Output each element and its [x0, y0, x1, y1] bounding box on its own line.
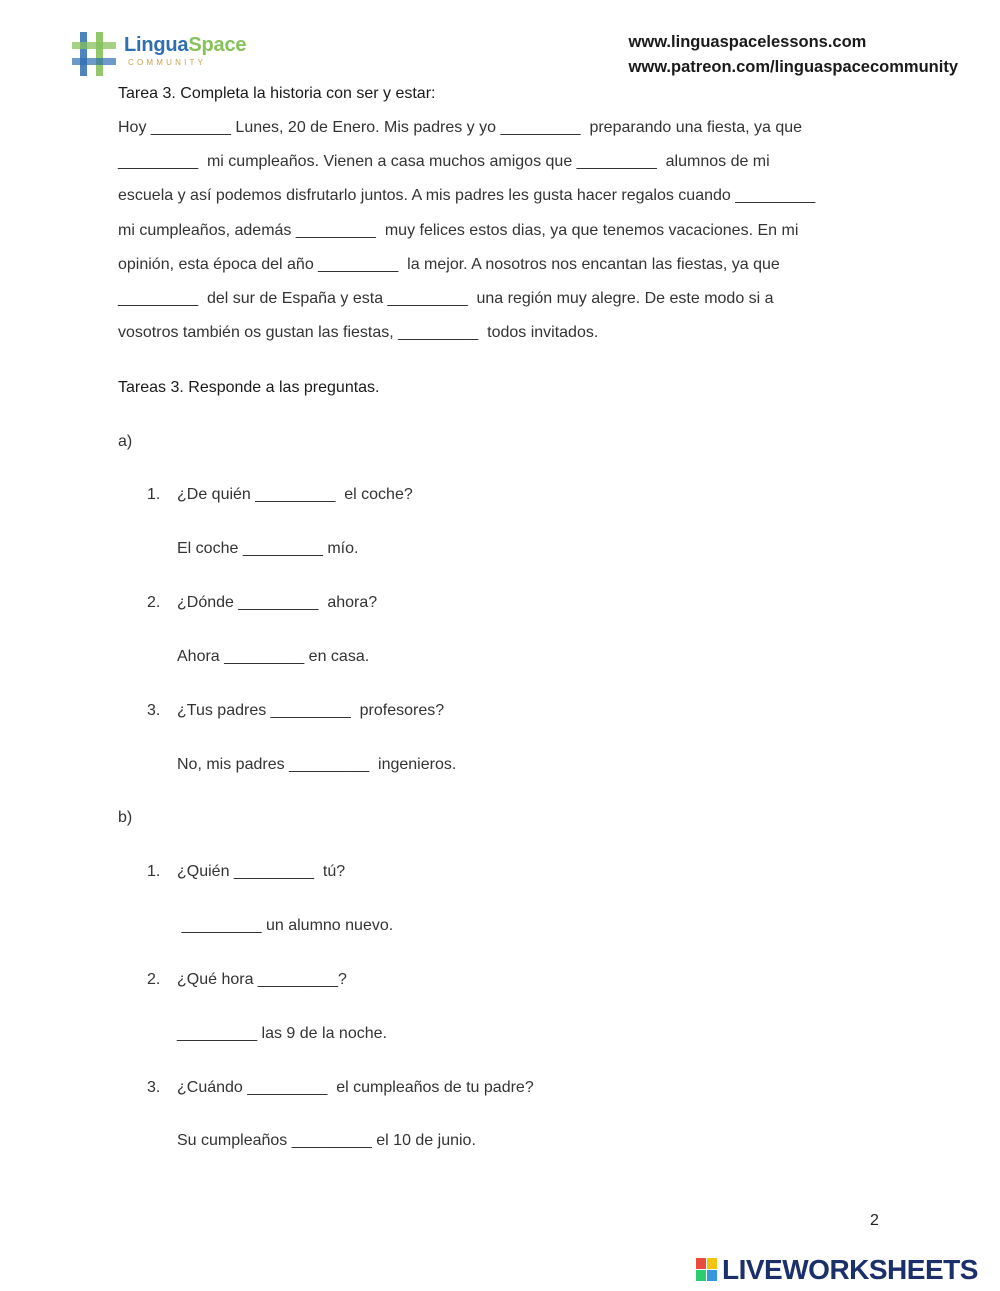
answer-text: _________ las 9 de la noche.	[177, 1025, 387, 1042]
story-line: opinión, esta época del año _________ la mejor. A nosotros nos encantan las fiestas, ya que	[118, 255, 780, 273]
question-text: ¿Quién _________ tú?	[177, 863, 346, 880]
answer-text: El coche _________ mío.	[177, 540, 359, 557]
story-line: vosotros también os gustan las fiestas, _________ todos invitados.	[118, 324, 599, 342]
story-line: escuela y así podemos disfrutarlo juntos. A mis padres les gusta hacer regalos cuando _________	[118, 187, 816, 205]
liveworksheets-footer	[696, 1254, 996, 1286]
story-line: Hoy _________ Lunes, 20 de Enero. Mis padres y yo _________ preparando una fiesta, ya que	[118, 119, 803, 136]
section-b-label: b)	[118, 809, 133, 826]
patreon-link[interactable]: www.patreon.com/linguaspacecommunity	[628, 58, 958, 76]
logo-name: LinguaSpace	[124, 34, 247, 56]
question-text: ¿Cuándo _________ el cumpleaños de tu padre?	[177, 1079, 534, 1096]
question-text: ¿Dónde _________ ahora?	[177, 594, 378, 611]
question-text: ¿De quién _________ el coche?	[177, 486, 413, 503]
hashtag-logo-icon	[70, 30, 118, 78]
question-number: 1.	[147, 486, 161, 503]
task2-title: Tareas 3. Responde a las preguntas.	[118, 379, 380, 396]
website-link[interactable]: www.linguaspacelessons.com	[628, 33, 867, 51]
page-number: 2	[870, 1212, 879, 1229]
answer-text: _________ un alumno nuevo.	[177, 917, 394, 934]
liveworksheets-badge-icon	[696, 1258, 718, 1282]
question-text: ¿Tus padres _________ profesores?	[177, 702, 445, 719]
question-text: ¿Qué hora _________?	[177, 971, 347, 988]
story-line: _________ mi cumpleaños. Vienen a casa muchos amigos que _________ alumnos de mi	[118, 153, 770, 171]
story-paragraph	[118, 111, 888, 350]
question-number: 3.	[147, 1079, 161, 1096]
section-a-label: a)	[118, 433, 133, 450]
answer-text: No, mis padres _________ ingenieros.	[177, 756, 457, 773]
question-number: 3.	[147, 702, 161, 719]
story-line: _________ del sur de España y esta _________ una región muy alegre. De este modo si a	[118, 290, 774, 308]
question-number: 2.	[147, 594, 161, 611]
logo-subtitle: COMMUNITY	[128, 58, 207, 67]
task1-title: Tarea 3. Completa la historia con ser y estar:	[118, 85, 436, 102]
linguaspace-logo	[70, 30, 270, 80]
liveworksheets-brand: LIVEWORKSHEETS	[722, 1254, 978, 1285]
answer-text: Ahora _________ en casa.	[177, 648, 370, 665]
question-number: 2.	[147, 971, 161, 988]
header-links	[629, 30, 958, 80]
question-number: 1.	[147, 863, 161, 880]
story-line: mi cumpleaños, además _________ muy felices estos dias, ya que tenemos vacaciones. En mi	[118, 221, 799, 239]
answer-text: Su cumpleaños _________ el 10 de junio.	[177, 1132, 476, 1149]
